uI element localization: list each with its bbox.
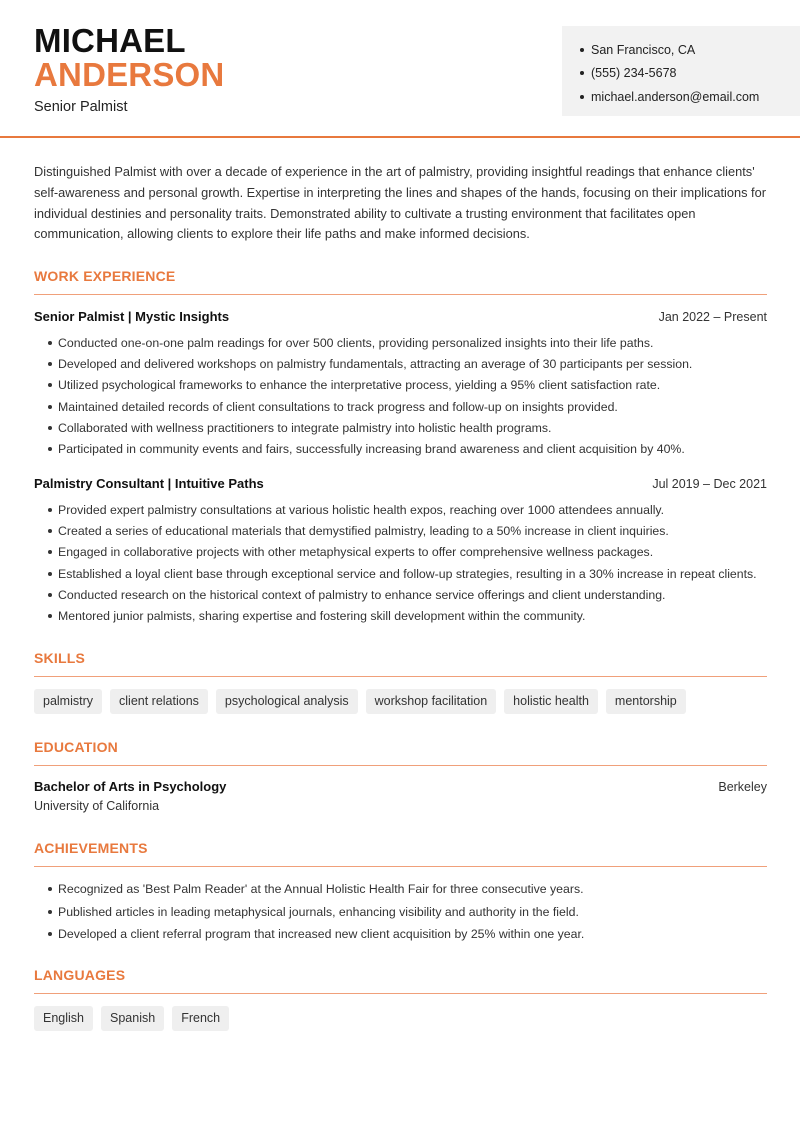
bullet-icon — [48, 910, 52, 914]
achievements-heading: ACHIEVEMENTS — [34, 840, 148, 856]
contact-box — [562, 26, 800, 116]
list-item — [34, 520, 774, 541]
language-tag: French — [172, 1006, 229, 1031]
resume-header — [0, 0, 800, 138]
job-role: Palmistry Consultant | Intuitive Paths — [34, 476, 264, 491]
list-item — [34, 563, 774, 584]
job-role: Senior Palmist | Mystic Insights — [34, 309, 230, 324]
list-item — [34, 332, 774, 353]
contact-phone — [580, 62, 800, 86]
skills-heading: SKILLS — [34, 650, 85, 666]
work-experience-heading: WORK EXPERIENCE — [34, 268, 176, 284]
contact-email — [580, 85, 800, 109]
bullet-icon — [48, 614, 52, 618]
section-divider — [34, 993, 767, 994]
job-dates: Jan 2022 – Present — [658, 310, 767, 324]
list-item-text: Engaged in collaborative projects with other metaphysical experts to offer comprehensive wellness packages. — [58, 545, 654, 560]
list-item-text: Participated in community events and fairs, successfully increasing brand awareness and client acquisition by 40%. — [58, 442, 685, 457]
bullet-icon — [580, 48, 584, 52]
list-item — [34, 923, 774, 946]
skill-tag: client relations — [110, 689, 208, 714]
list-item — [34, 499, 774, 520]
bullet-icon — [48, 550, 52, 554]
job-bullets — [34, 332, 774, 460]
list-item-text: Collaborated with wellness practitioners to integrate palmistry into holistic health programs. — [58, 420, 552, 435]
list-item-text: Developed and delivered workshops on palmistry fundamentals, attracting an average of 30 participants per session. — [58, 356, 693, 371]
language-tag: Spanish — [101, 1006, 164, 1031]
summary-paragraph: Distinguished Palmist with over a decade of experience in the art of palmistry, providing insightful readings that enhance clients' self-awareness and personal growth. Expertise in interpreting the lines and shapes of the hands, focusing on their implications for individual destinies and personality traits. Demonstrated ability to cultivate a trusting environment that facilitates open communication, allowing clients to explore their life paths and make informed decisions. — [34, 164, 766, 242]
list-item-text: Maintained detailed records of client consultations to track progress and follow-up on insights provided. — [58, 399, 618, 414]
list-item — [34, 605, 774, 626]
phone-text: (555) 234-5678 — [591, 66, 677, 81]
list-item-text: Established a loyal client base through exceptional service and follow-up strategies, resulting in a 30% increase in repeat clients. — [58, 566, 757, 581]
list-item — [34, 878, 774, 901]
list-item — [34, 396, 774, 417]
location-text: San Francisco, CA — [591, 42, 696, 57]
job-bullets — [34, 499, 774, 627]
achievements-list — [34, 878, 774, 946]
skill-tag: holistic health — [504, 689, 598, 714]
languages-heading: LANGUAGES — [34, 967, 126, 983]
bullet-icon — [48, 426, 52, 430]
list-item-text: Conducted one-on-one palm readings for over 500 clients, providing personalized insights into their life paths. — [58, 335, 654, 350]
job-header — [34, 476, 767, 491]
section-divider — [34, 294, 767, 295]
section-divider — [34, 765, 767, 766]
section-divider — [34, 676, 767, 677]
last-name: ANDERSON — [34, 56, 225, 93]
degree: Bachelor of Arts in Psychology — [34, 779, 227, 794]
skills-tags — [34, 689, 686, 714]
bullet-icon — [48, 593, 52, 597]
list-item — [34, 438, 774, 459]
list-item-text: Published articles in leading metaphysical journals, enhancing visibility and authority in the field. — [58, 904, 579, 919]
list-item-text: Developed a client referral program that increased new client acquisition by 25% within one year. — [58, 927, 585, 942]
job-title: Senior Palmist — [34, 99, 128, 115]
list-item — [34, 353, 774, 374]
list-item-text: Conducted research on the historical context of palmistry to enhance service offerings and client understanding. — [58, 587, 666, 602]
bullet-icon — [48, 362, 52, 366]
list-item-text: Utilized psychological frameworks to enhance the interpretative process, yielding a 95% client satisfaction rate. — [58, 378, 661, 393]
school-name: University of California — [34, 799, 160, 813]
first-name: MICHAEL — [34, 22, 186, 59]
bullet-icon — [48, 572, 52, 576]
section-divider — [34, 866, 767, 867]
list-item — [34, 375, 774, 396]
bullet-icon — [580, 95, 584, 99]
bullet-icon — [48, 383, 52, 387]
education-row — [34, 779, 767, 794]
languages-tags — [34, 1006, 229, 1031]
bullet-icon — [48, 529, 52, 533]
list-item — [34, 584, 774, 605]
skill-tag: workshop facilitation — [366, 689, 497, 714]
email-text: michael.anderson@email.com — [591, 89, 760, 104]
job-header — [34, 309, 767, 324]
list-item-text: Created a series of educational materials that demystified palmistry, leading to a 50% increase in client inquiries. — [58, 523, 669, 538]
bullet-icon — [48, 932, 52, 936]
list-item — [34, 542, 774, 563]
bullet-icon — [48, 405, 52, 409]
job-dates: Jul 2019 – Dec 2021 — [652, 477, 767, 491]
language-tag: English — [34, 1006, 93, 1031]
bullet-icon — [48, 341, 52, 345]
bullet-icon — [48, 508, 52, 512]
education-heading: EDUCATION — [34, 739, 118, 755]
list-item-text: Provided expert palmistry consultations at various holistic health expos, reaching over 1000 attendees annually. — [58, 502, 665, 517]
list-item — [34, 901, 774, 924]
skill-tag: palmistry — [34, 689, 102, 714]
bullet-icon — [580, 71, 584, 75]
skill-tag: psychological analysis — [216, 689, 358, 714]
list-item-text: Recognized as 'Best Palm Reader' at the Annual Holistic Health Fair for three consecutive years. — [58, 882, 584, 897]
skill-tag: mentorship — [606, 689, 686, 714]
bullet-icon — [48, 447, 52, 451]
bullet-icon — [48, 887, 52, 891]
list-item-text: Mentored junior palmists, sharing expertise and fostering skill development within the community. — [58, 609, 586, 624]
education-location: Berkeley — [718, 780, 767, 794]
contact-location — [580, 38, 800, 62]
list-item — [34, 417, 774, 438]
